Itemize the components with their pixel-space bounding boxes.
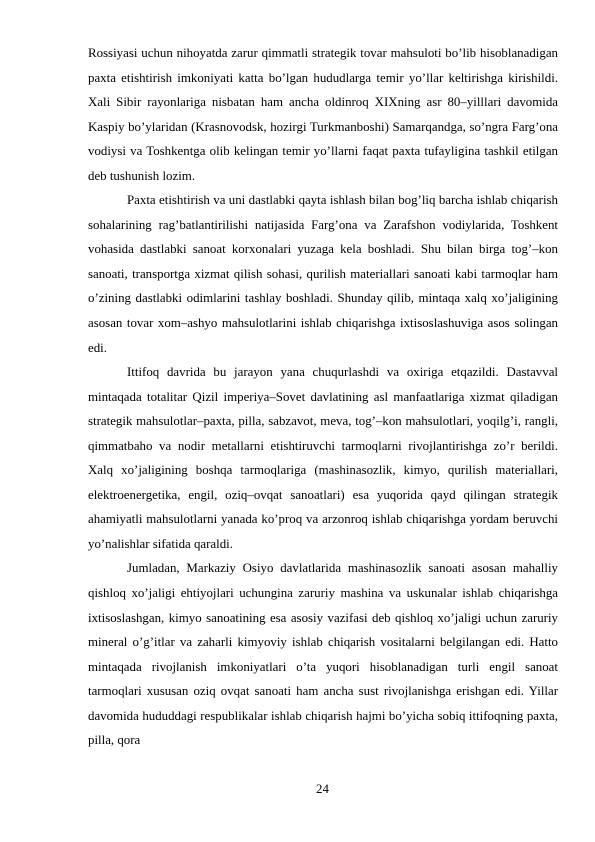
paragraph-3: Ittifoq davrida bu jarayon yana chuqurlashdi va oxiriga etqazildi. Dastavval mintaqada totalitar Qizil imperiya–Sovet davlatining asl manfaatlariga xizmat qiladigan strategik mahsulotlar–paxta, pilla, sabzavot, meva, tog’–kon mahsulotlari, yoqilg’i, rangli, qimmatbaho va nodir metallarni etishtiruvchi tarmoqlarni rivojlantirishga zo’r berildi. Xalq xo’jaligining boshqa tarmoqlariga (mashinasozlik, kimyo, qurilish materiallari, elektroenergetika, engil, oziq–ovqat sanoatlari) esa yuqorida qayd qilingan strategik ahamiyatli mahsulotlarni yanada ko’proq va arzonroq ishlab chiqarishga yordam beruvchi yo’nalishlar sifatida qaraldi. (88, 365, 558, 551)
paragraph-4: Jumladan, Markaziy Osiyo davlatlarida mashinasozlik sanoati asosan mahalliy qishloq xo’jaligi ehtiyojlari uchungina zaruriy mashina va uskunalar ishlab chiqarishga ixtisoslashgan, kimyo sanoatining esa asosiy vazifasi deb qishloq xo’jaligi uchun zaruriy mineral o’g’itlar va zaharli kimyoviy ishlab chiqarish vositalarni belgilangan edi. Hatto mintaqada rivojlanish imkoniyatlari o’ta yuqori hisoblanadigan turli engil sanoat tarmoqlari xususan oziq ovqat sanoati ham ancha sust rivojlanishga erishgan edi. Yillar davomida hududdagi respublikalar ishlab chiqarish hajmi bo’yicha sobiq ittifoqning paxta, pilla, qora (88, 561, 558, 748)
page-number: 24 (316, 782, 329, 796)
paragraph-1: Rossiyasi uchun nihoyatda zarur qimmatli strategik tovar mahsuloti bo’lib hisoblanadigan paxta etishtirish imkoniyati katta bo’lgan hududlarga temir yo’llar keltirishga kirishildi. Xali Sibir rayonlariga nisbatan ham ancha oldinroq XIXning asr 80–yilllari davomida Kaspiy bo’ylaridan (Krasnovodsk, hozirgi Turkmanboshi) Samarqandga, so’ngra Farg’ona vodiysi va Toshkentga olib kelingan temir yo’llarni faqat paxta tufayligina tashkil etilgan deb tushunish lozim. (88, 46, 558, 183)
document-body (88, 41, 558, 753)
paragraph-2: Paxta etishtirish va uni dastlabki qayta ishlash bilan bog’liq barcha ishlab chiqarish sohalarining rag’batlantirilishi natijasida Farg’ona va Zarafshon vodiylarida, Toshkent vohasida dastlabki sanoat korxonalari yuzaga kela boshladi. Shu bilan birga tog’–kon sanoati, transportga xizmat qilish sohasi, qurilish materiallari sanoati kabi tarmoqlar ham o’zining dastlabki odimlarini tashlay boshladi. Shunday qilib, mintaqa xalq xo’jaligining asosan tovar xom–ashyo mahsulotlarini ishlab chiqarishga ixtisoslashuviga asos solingan edi. (88, 193, 558, 355)
